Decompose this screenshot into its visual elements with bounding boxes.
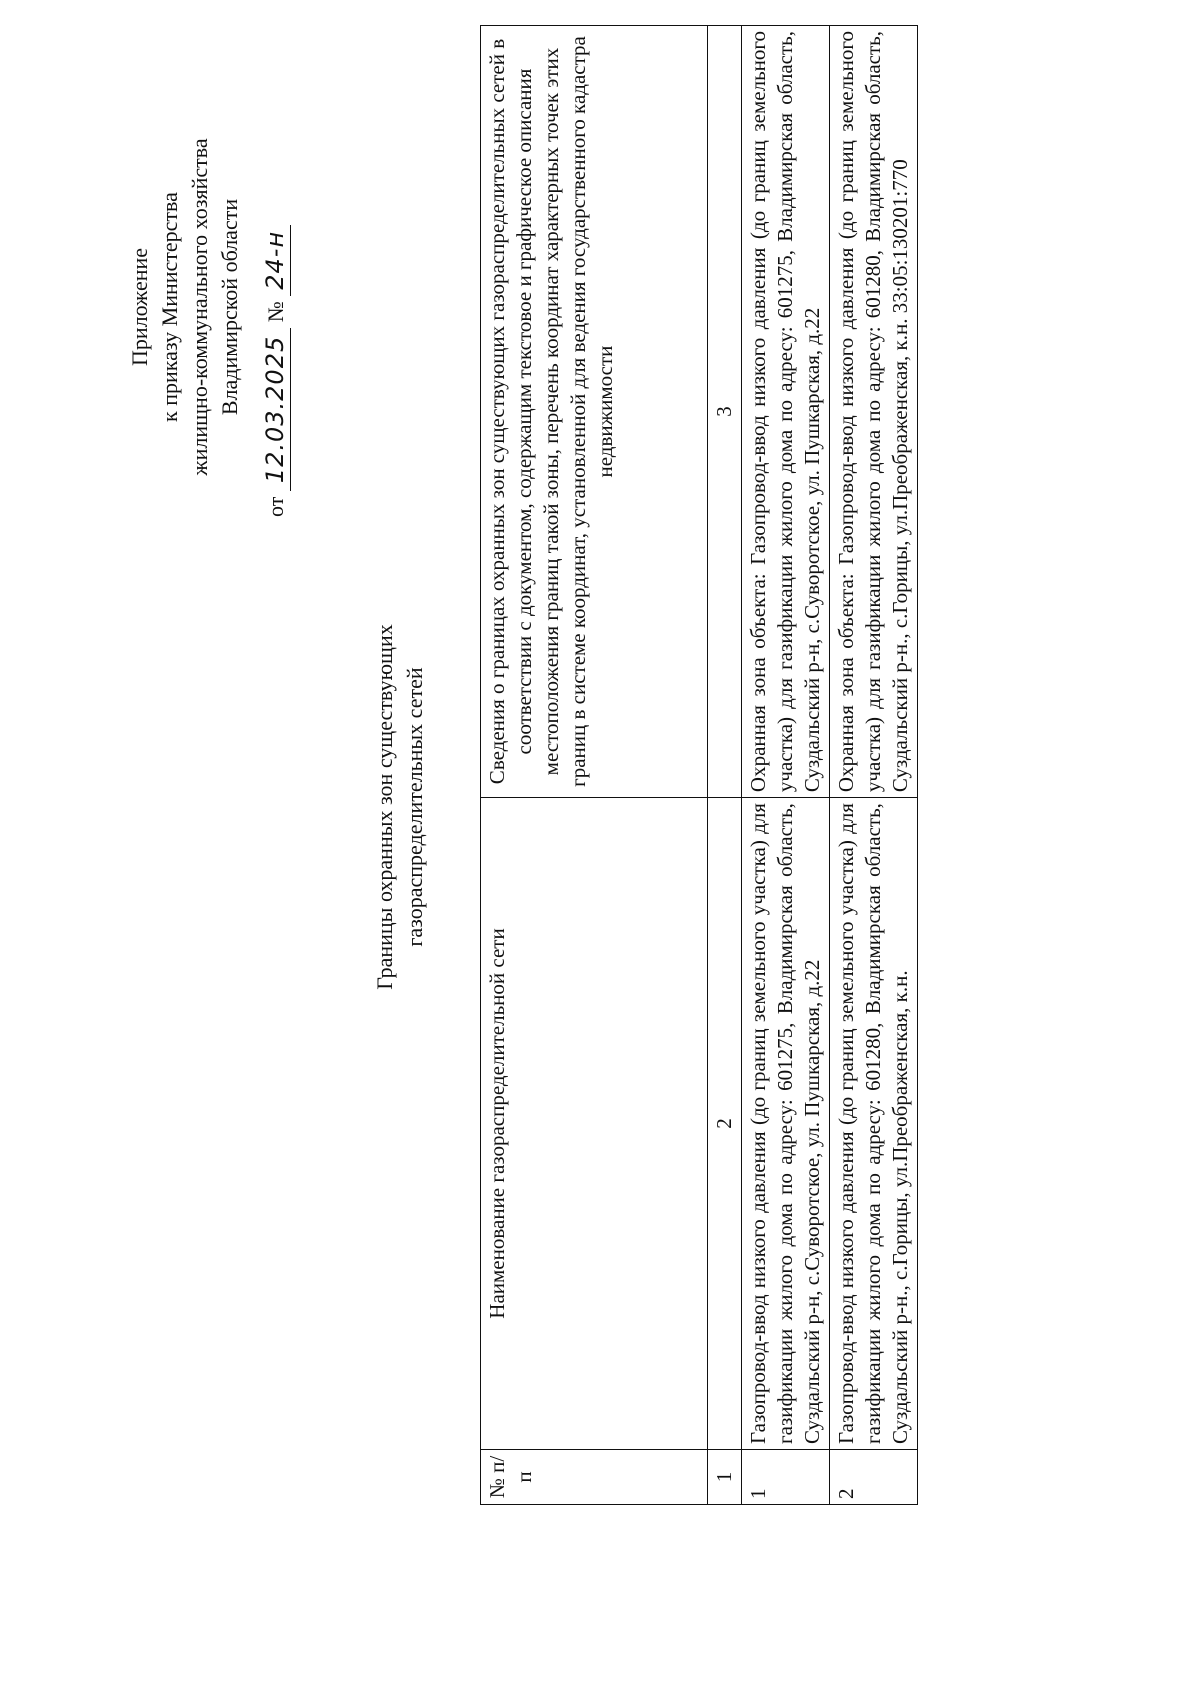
appendix-line: Владимирской области [217, 198, 242, 416]
column-number-cell: 1 [708, 1449, 742, 1504]
title-line: Границы охранных зон существующих [372, 624, 397, 990]
zone-info-cell: Охранная зона объекта: Газопровод-ввод низкого давления (до границ земельного участка) для газификации жилого дома по адресу: 601280, Владимирская область, Суздальский р-н., с.Горицы, ул.Преображенская, к.н. 33:05:130201:770 [830, 26, 918, 798]
order-date-line [260, 57, 291, 517]
document-title [370, 527, 430, 1087]
title-line: газораспределительных сетей [402, 667, 427, 947]
column-number-cell: 3 [708, 26, 742, 798]
row-number-cell: 1 [742, 1449, 830, 1504]
appendix-line: Приложение [127, 247, 152, 367]
appendix-heading [125, 87, 245, 527]
protection-zones-table [480, 25, 918, 1505]
zone-info-cell: Охранная зона объекта: Газопровод-ввод низкого давления (до границ земельного участка) для газификации жилого дома по адресу: 601275, Владимирская область, Суздальский р-н, с.Суворотское, ул. Пушкарская, д.22 [742, 26, 830, 798]
appendix-line: к приказу Министерства [157, 192, 182, 422]
column-numbers-row [708, 26, 742, 1505]
table-row [830, 26, 918, 1505]
header-cell-network-name: Наименование газораспределительной сети [481, 798, 708, 1450]
header-cell-zone-info: Сведения о границах охранных зон существующих газораспределительных сетей в соответствии с документом, содержащим текстовое и графическое описания местоположения границ такой зоны, перечень координат характерных точек этих границ в системе координат, установленной для ведения государственного кадастра недвижимости [481, 26, 708, 798]
order-number: 24-н [260, 225, 291, 296]
table-row [742, 26, 830, 1505]
column-number-cell: 2 [708, 798, 742, 1450]
number-prefix: № [263, 301, 288, 323]
appendix-line: жилищно-коммунального хозяйства [187, 138, 212, 476]
network-name-cell: Газопровод-ввод низкого давления (до границ земельного участка) для газификации жилого дома по адресу: 601280, Владимирская область, Суздальский р-н., с.Горицы, ул.Преображенская, к.н. [830, 798, 918, 1450]
table-header-row [481, 26, 708, 1505]
network-name-cell: Газопровод-ввод низкого давления (до границ земельного участка) для газификации жилого дома по адресу: 601275, Владимирская область, Суздальский р-н, с.Суворотское, ул. Пушкарская, д.22 [742, 798, 830, 1450]
header-cell-number: № п/п [481, 1449, 708, 1504]
order-date: 12.03.2025 [260, 328, 291, 491]
date-prefix: от [263, 496, 288, 517]
row-number-cell: 2 [830, 1449, 918, 1504]
